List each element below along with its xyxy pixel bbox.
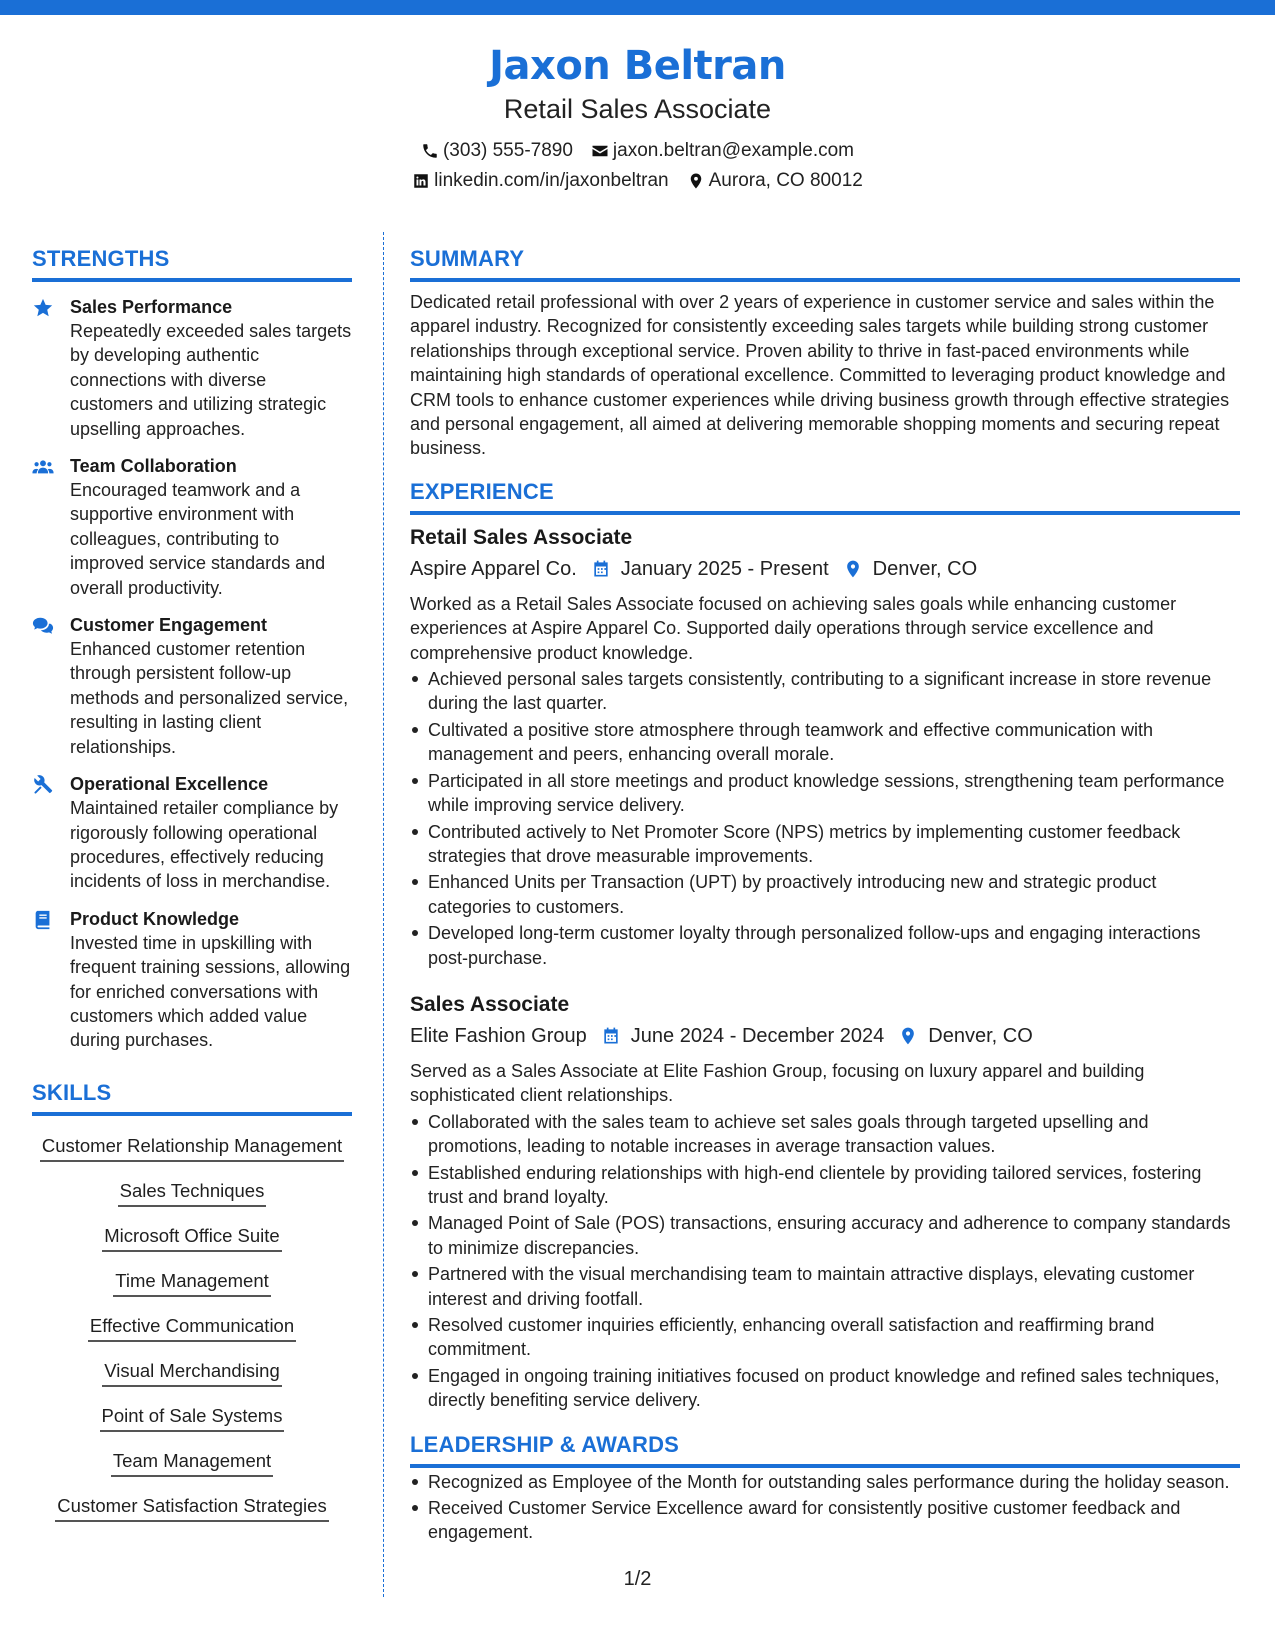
- strength-desc: Maintained retailer compliance by rigorously following operational procedures, effectively reducing incidents of loss in merchandise.: [70, 798, 339, 892]
- list-item: Achieved personal sales targets consistently, contributing to a significant increase in store revenue during the last quarter.: [410, 667, 1240, 716]
- job-dates: January 2025 - Present: [620, 557, 829, 580]
- skill-tag: Sales Techniques: [118, 1178, 267, 1207]
- skill-tag: Time Management: [113, 1268, 271, 1297]
- calendar-icon: [591, 559, 611, 579]
- book-icon: [32, 909, 54, 931]
- skill-tag: Visual Merchandising: [102, 1358, 282, 1387]
- strengths-list: [32, 295, 352, 1053]
- right-column: [410, 245, 1240, 1545]
- list-item: Partnered with the visual merchandising team to maintain attractive displays, elevating customer interest and driving footfall.: [410, 1262, 1240, 1311]
- job-description: Worked as a Retail Sales Associate focused on achieving sales goals while enhancing customer experiences at Aspire Apparel Co. Supported daily operations through service excellence and comprehensive product knowledge.: [410, 593, 1177, 663]
- job-bullets: [410, 1110, 1240, 1413]
- calendar-icon: [601, 1026, 621, 1046]
- skill-tag: Customer Relationship Management: [40, 1133, 344, 1162]
- leadership-list: [410, 1470, 1240, 1545]
- skill-tag: Customer Satisfaction Strategies: [55, 1493, 328, 1522]
- job-entry: [410, 523, 1240, 970]
- email-contact[interactable]: [591, 136, 854, 166]
- linkedin-contact[interactable]: [412, 166, 668, 196]
- strength-desc: Enhanced customer retention through persistent follow-up methods and personalized service, resulting in lasting client relationships.: [70, 639, 349, 757]
- list-item: Collaborated with the sales team to achieve set sales goals through targeted upselling and promotions, leading to notable increases in average transaction values.: [410, 1110, 1240, 1159]
- strength-title: Product Knowledge: [70, 908, 240, 929]
- strength-title: Team Collaboration: [70, 456, 237, 477]
- list-item: Contributed actively to Net Promoter Score (NPS) metrics by implementing customer feedback strategies that drove measurable improvements.: [410, 820, 1240, 869]
- map-pin-icon: [843, 559, 863, 579]
- phone-icon: [421, 142, 439, 160]
- linkedin-text[interactable]: linkedin.com/in/jaxonbeltran: [434, 170, 669, 191]
- job-bullets: [410, 667, 1240, 970]
- strength-item: [32, 454, 352, 600]
- list-item: Cultivated a positive store atmosphere through teamwork and effective communication with management and peers, enhancing overall morale.: [410, 718, 1240, 767]
- strength-desc: Repeatedly exceeded sales targets by developing authentic connections with diverse customers and utilizing strategic upselling approaches.: [70, 321, 352, 439]
- left-column: [32, 245, 352, 1531]
- phone-contact: [421, 136, 573, 166]
- list-item: Resolved customer inquiries efficiently, enhancing overall satisfaction and reaffirming brand commitment.: [410, 1313, 1240, 1362]
- map-pin-icon: [898, 1026, 918, 1046]
- map-pin-icon: [687, 172, 705, 190]
- job-title: Retail Sales Associate: [410, 525, 633, 549]
- top-accent-bar: [0, 0, 1275, 15]
- envelope-icon: [591, 142, 609, 160]
- experience-heading: EXPERIENCE: [410, 478, 1240, 515]
- skill-tag: Point of Sale Systems: [100, 1403, 285, 1432]
- summary-text: Dedicated retail professional with over 2 years of experience in customer service and sales within the apparel industry. Recognized for consistently exceeding sales targets while building strong customer relationships through exceptional service. Proven ability to thrive in fast-paced environments while maintaining high standards of operational excellence. Committed to leveraging product knowledge and CRM tools to enhance customer experiences while driving business growth through effective strategies and personal engagement, all aimed at delivering memorable shopping moments and securing repeat business.: [410, 292, 1230, 459]
- strength-desc: Invested time in upskilling with frequent training sessions, allowing for enriched conversations with customers which added value during purchases.: [70, 932, 351, 1051]
- contact-row-2: [0, 166, 1275, 196]
- email-text[interactable]: jaxon.beltran@example.com: [612, 140, 854, 161]
- job-meta: [410, 553, 1240, 585]
- list-item: Engaged in ongoing training initiatives focused on product knowledge and refined sales techniques, directly benefiting service delivery.: [410, 1364, 1240, 1413]
- skills-list: [32, 1126, 352, 1531]
- skill-tag: Effective Communication: [88, 1313, 296, 1342]
- linkedin-icon: [412, 172, 430, 190]
- list-item: Enhanced Units per Transaction (UPT) by proactively introducing new and strategic product categories to customers.: [410, 870, 1240, 919]
- list-item: Participated in all store meetings and product knowledge sessions, strengthening team performance while improving service delivery.: [410, 769, 1240, 818]
- phone-text: (303) 555-7890: [442, 140, 573, 161]
- list-item: Developed long-term customer loyalty through personalized follow-ups and engaging interactions post-purchase.: [410, 921, 1240, 970]
- comments-icon: [32, 615, 54, 637]
- strength-title: Operational Excellence: [70, 774, 269, 795]
- list-item: Received Customer Service Excellence award for consistently positive customer feedback and engagement.: [410, 1496, 1240, 1545]
- candidate-role: Retail Sales Associate: [503, 94, 772, 124]
- location-contact: [687, 166, 863, 196]
- strength-item: [32, 907, 352, 1053]
- candidate-name: Jaxon Beltran: [489, 43, 786, 89]
- strength-item: [32, 295, 352, 441]
- job-title: Sales Associate: [410, 992, 570, 1016]
- strength-title: Customer Engagement: [70, 615, 268, 636]
- summary-heading: SUMMARY: [410, 245, 1240, 282]
- list-item: Established enduring relationships with high-end clientele by providing tailored services, fostering trust and brand loyalty.: [410, 1161, 1240, 1210]
- resume-header: [0, 40, 1275, 196]
- job-meta: [410, 1020, 1240, 1052]
- star-icon: [32, 297, 54, 319]
- column-divider: [383, 232, 384, 1597]
- strengths-heading: STRENGTHS: [32, 245, 352, 282]
- job-company: Aspire Apparel Co.: [410, 557, 577, 580]
- strength-item: [32, 772, 352, 894]
- skills-heading: SKILLS: [32, 1079, 352, 1116]
- contact-row-1: [0, 136, 1275, 166]
- job-location: Denver, CO: [872, 557, 978, 580]
- skill-tag: Microsoft Office Suite: [102, 1223, 281, 1252]
- strength-desc: Encouraged teamwork and a supportive environment with colleagues, contributing to improved service standards and overall productivity.: [70, 480, 326, 598]
- job-dates: June 2024 - December 2024: [630, 1024, 885, 1047]
- leadership-heading: LEADERSHIP & AWARDS: [410, 1431, 1240, 1468]
- job-company: Elite Fashion Group: [410, 1024, 587, 1047]
- location-text: Aurora, CO 80012: [708, 170, 863, 191]
- page-number: 1/2: [623, 1568, 652, 1590]
- job-entry: [410, 990, 1240, 1413]
- strength-item: [32, 613, 352, 759]
- list-item: Managed Point of Sale (POS) transactions, ensuring accuracy and adherence to company standards to minimize discrepancies.: [410, 1211, 1240, 1260]
- skill-tag: Team Management: [111, 1448, 273, 1477]
- job-description: Served as a Sales Associate at Elite Fashion Group, focusing on luxury apparel and building sophisticated client relationships.: [410, 1060, 1145, 1106]
- users-icon: [32, 456, 54, 478]
- list-item: Recognized as Employee of the Month for outstanding sales performance during the holiday season.: [410, 1470, 1240, 1494]
- job-location: Denver, CO: [928, 1024, 1033, 1047]
- tools-icon: [32, 774, 54, 796]
- strength-title: Sales Performance: [70, 297, 233, 317]
